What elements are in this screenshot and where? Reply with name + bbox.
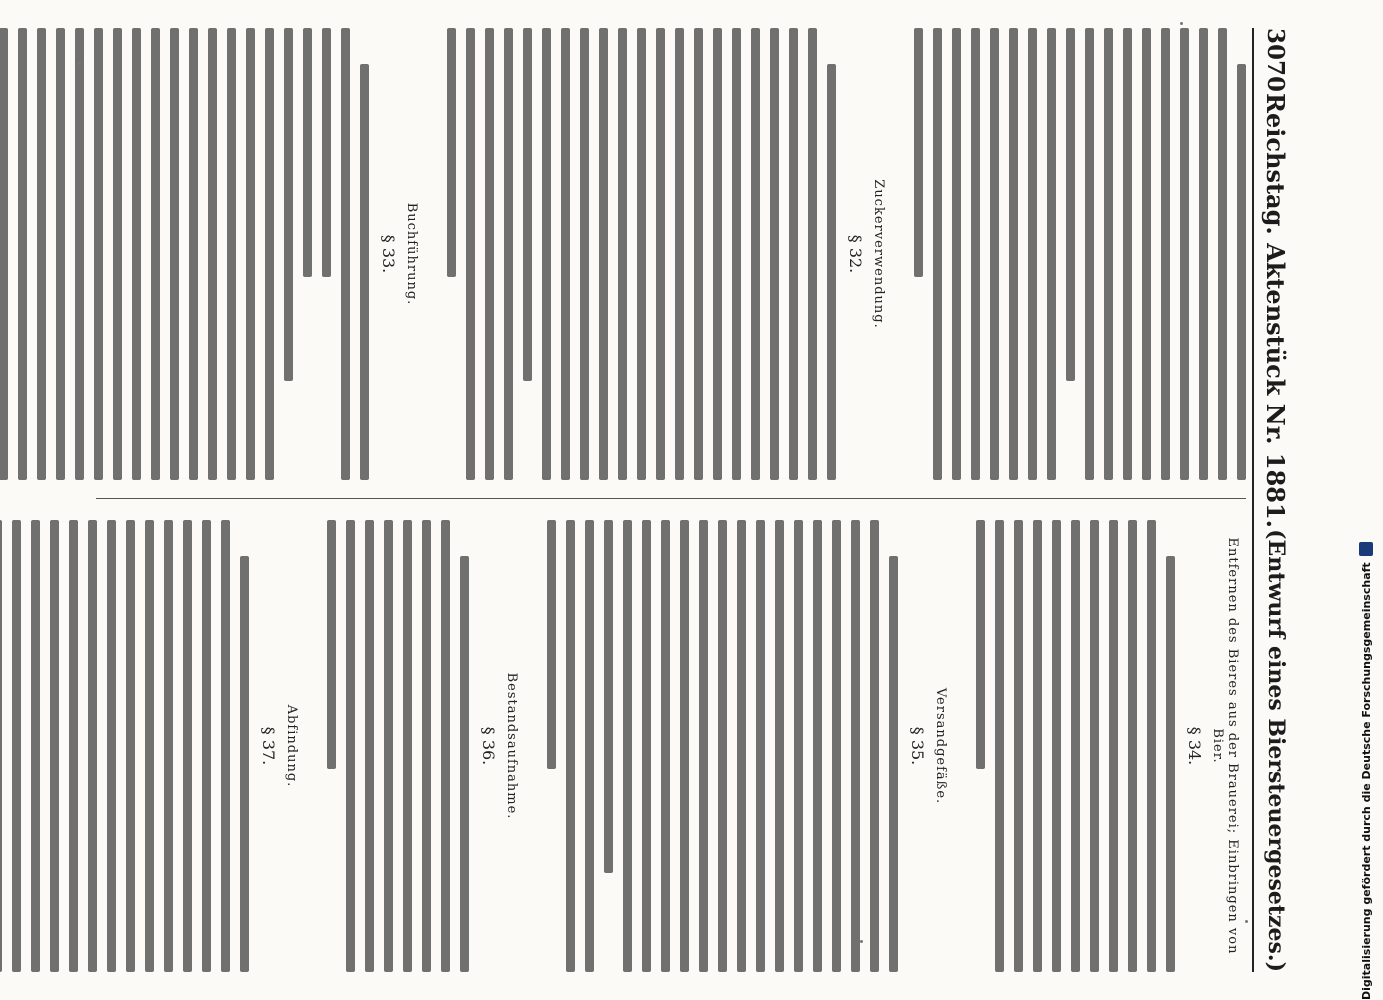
text-line <box>240 556 249 972</box>
text-line <box>585 520 594 972</box>
text-line <box>189 28 198 480</box>
text-line <box>12 520 21 972</box>
text-line <box>485 28 494 480</box>
text-line <box>680 520 689 972</box>
text-line <box>56 28 65 480</box>
text-line <box>1071 520 1080 972</box>
text-line <box>952 28 961 480</box>
text-line <box>870 520 879 972</box>
text-line <box>164 520 173 972</box>
text-line <box>547 520 556 769</box>
text-line <box>618 28 627 480</box>
text-line <box>18 28 27 480</box>
paragraph-number: § 34. <box>1185 726 1204 766</box>
text-line <box>1047 28 1056 480</box>
text-line <box>713 28 722 480</box>
running-header <box>1252 28 1298 972</box>
text-line <box>751 28 760 480</box>
text-line <box>113 28 122 480</box>
right-column <box>66 520 1246 972</box>
text-line <box>699 520 708 972</box>
text-line <box>1218 28 1227 480</box>
text-line <box>732 28 741 480</box>
text-line <box>208 28 217 480</box>
text-line <box>995 520 1004 972</box>
text-line <box>561 28 570 480</box>
text-line <box>813 520 822 972</box>
text-line <box>360 64 369 480</box>
section-heading: Entfernen des Bieres aus der Brauerei; Einbringen von Bier. <box>1210 537 1240 955</box>
text-line <box>365 520 374 972</box>
text-line <box>1104 28 1113 480</box>
text-line <box>346 520 355 972</box>
text-line <box>566 520 575 972</box>
text-line <box>990 28 999 480</box>
page-number: 3070 <box>1262 28 1290 93</box>
text-block <box>0 520 249 972</box>
text-line <box>1085 28 1094 480</box>
text-line <box>94 28 103 480</box>
text-line <box>88 520 97 972</box>
text-line <box>933 28 942 480</box>
block-gap <box>892 28 904 480</box>
block-gap <box>525 520 537 972</box>
text-line <box>637 28 646 480</box>
paragraph-number: § 33. <box>379 234 398 274</box>
text-line <box>694 28 703 480</box>
text-line <box>523 28 532 381</box>
text-line <box>976 520 985 769</box>
section-heading: Buchführung. <box>404 202 419 306</box>
header-subtitle: (Entwurf eines Biersteuergesetzes.) <box>1263 529 1289 972</box>
text-line <box>132 28 141 480</box>
text-line <box>422 520 431 972</box>
text-line <box>447 28 456 277</box>
text-line <box>466 28 475 480</box>
text-block <box>904 28 1246 480</box>
scan-speck <box>1180 22 1183 25</box>
text-block <box>437 28 836 480</box>
left-column <box>66 28 1246 480</box>
text-line <box>737 520 746 972</box>
text-line <box>37 28 46 480</box>
text-line <box>460 556 469 972</box>
section-heading: Versandgefäße. <box>933 687 948 805</box>
text-line <box>604 520 613 873</box>
text-line <box>971 28 980 480</box>
text-line <box>889 556 898 972</box>
text-line <box>107 520 116 972</box>
text-line <box>1028 28 1037 480</box>
text-line <box>642 520 651 972</box>
text-line <box>794 520 803 972</box>
text-line <box>170 28 179 480</box>
text-line <box>75 28 84 480</box>
text-block <box>0 28 369 480</box>
text-line <box>403 520 412 972</box>
block-gap <box>954 520 966 972</box>
text-line <box>1052 520 1061 972</box>
text-line <box>1142 28 1151 480</box>
text-line <box>832 520 841 972</box>
text-line <box>675 28 684 480</box>
paragraph-number: § 37. <box>259 726 278 766</box>
section-heading: Bestandsaufnahme. <box>504 672 519 820</box>
text-line <box>1237 64 1246 480</box>
paragraph-number: § 36. <box>479 726 498 766</box>
text-line <box>827 64 836 480</box>
scan-speck <box>860 940 863 943</box>
text-line <box>656 28 665 480</box>
text-line <box>384 520 393 972</box>
text-line <box>246 28 255 480</box>
text-line <box>1123 28 1132 480</box>
text-line <box>341 28 350 480</box>
text-line <box>303 28 312 277</box>
text-line <box>441 520 450 972</box>
text-line <box>265 28 274 480</box>
text-line <box>1066 28 1075 381</box>
scan-speck <box>1245 920 1248 923</box>
text-line <box>1166 556 1175 972</box>
text-line <box>327 520 336 769</box>
text-block <box>317 520 469 972</box>
text-line <box>580 28 589 480</box>
document-upright <box>10 0 1310 1000</box>
text-line <box>322 28 331 277</box>
text-line <box>914 28 923 277</box>
text-line <box>756 520 765 972</box>
text-line <box>1147 520 1156 972</box>
text-line <box>718 520 727 972</box>
scan-speck <box>78 62 81 65</box>
text-line <box>31 520 40 972</box>
text-line <box>623 520 632 972</box>
text-line <box>0 520 2 972</box>
text-line <box>599 28 608 480</box>
text-line <box>69 520 78 972</box>
block-gap <box>425 28 437 480</box>
text-line <box>504 28 513 480</box>
text-line <box>542 28 551 480</box>
text-line <box>126 520 135 972</box>
text-line <box>808 28 817 480</box>
dfg-logo-icon <box>1359 542 1373 556</box>
text-line <box>789 28 798 480</box>
paragraph-number: § 32. <box>846 234 865 274</box>
text-line <box>851 520 860 972</box>
text-line <box>770 28 779 480</box>
section-heading: Abfindung. <box>284 704 299 788</box>
text-line <box>1090 520 1099 972</box>
text-line <box>1014 520 1023 972</box>
digitization-note-container <box>1346 10 1383 1000</box>
text-line <box>775 520 784 972</box>
text-line <box>284 28 293 381</box>
text-line <box>1161 28 1170 480</box>
text-block <box>537 520 898 972</box>
text-line <box>1033 520 1042 972</box>
text-line <box>1128 520 1137 972</box>
text-line <box>145 520 154 972</box>
header-title: Reichstag. Aktenstück Nr. 1881. <box>1261 93 1291 529</box>
digitization-sidebar <box>1326 10 1373 1000</box>
text-line <box>202 520 211 972</box>
text-line <box>1180 28 1189 480</box>
column-divider <box>96 498 1246 499</box>
text-line <box>151 28 160 480</box>
digitization-note: Digitalisierung gefördert durch die Deutsche Forschungsgemeinschaft <box>1359 562 1373 1000</box>
text-line <box>661 520 670 972</box>
section-heading: Zuckerverwendung. <box>871 179 886 329</box>
text-line <box>1199 28 1208 480</box>
text-line <box>50 520 59 972</box>
text-line <box>227 28 236 480</box>
text-line <box>221 520 230 972</box>
text-line <box>183 520 192 972</box>
text-line <box>1109 520 1118 972</box>
text-line <box>0 28 8 480</box>
block-gap <box>305 520 317 972</box>
text-line <box>1009 28 1018 480</box>
text-block <box>966 520 1175 972</box>
paragraph-number: § 35. <box>908 726 927 766</box>
